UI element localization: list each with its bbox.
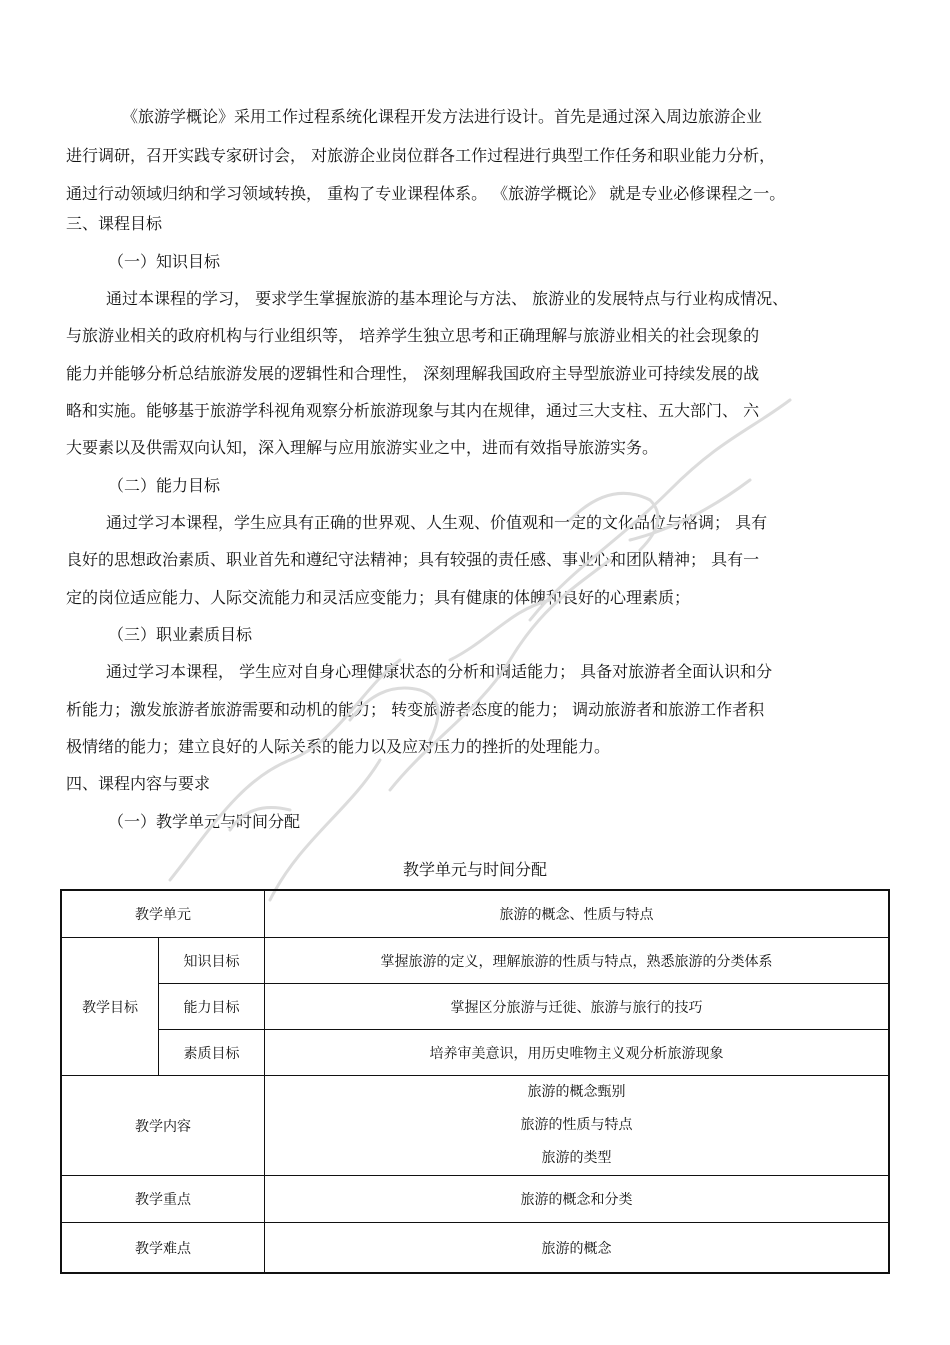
- ability-goal-heading: （二）能力目标: [108, 476, 221, 495]
- unit-allocation-heading: （一）教学单元与时间分配: [108, 812, 301, 831]
- table-row: [61, 1176, 889, 1223]
- intro-line-3: 通过行动领域归纳和学习领域转换， 重构了专业课程体系。 《旅游学概论》 就是专业必修课程之一。: [66, 184, 786, 203]
- table-row: [61, 1223, 889, 1274]
- section-4-heading: 四、课程内容与要求: [66, 774, 211, 793]
- section-3-heading: 三、课程目标: [66, 214, 163, 233]
- goal-type-cell: 能力目标: [159, 984, 265, 1030]
- knowledge-line-3: 能力并能够分析总结旅游发展的逻辑性和合理性， 深刻理解我国政府主导型旅游业可持续发展的战: [66, 364, 760, 383]
- table-row: [61, 938, 889, 984]
- table-row: [61, 890, 889, 938]
- unit-label-cell: 教学单元: [61, 890, 264, 938]
- goal-type-cell: 素质目标: [159, 1030, 265, 1076]
- content-item: 旅游的概念甄别: [527, 1084, 626, 1100]
- key-point-label-cell: 教学重点: [61, 1176, 264, 1223]
- quality-line-2: 析能力；激发旅游者旅游需要和动机的能力； 转变旅游者态度的能力； 调动旅游者和旅游工作者积: [66, 700, 765, 719]
- content-item: 旅游的类型: [541, 1150, 612, 1166]
- knowledge-line-1: 通过本课程的学习， 要求学生掌握旅游的基本理论与方法、 旅游业的发展特点与行业构成情况、: [106, 289, 789, 308]
- difficulty-value-cell: 旅游的概念: [264, 1223, 889, 1274]
- table-title: 教学单元与时间分配: [402, 860, 547, 879]
- goal-type-cell: 知识目标: [159, 938, 265, 984]
- intro-line-2: 进行调研，召开实践专家研讨会， 对旅游企业岗位群各工作过程进行典型工作任务和职业能力分析，: [66, 146, 776, 165]
- quality-line-3: 极情绪的能力；建立良好的人际关系的能力以及应对压力的挫折的处理能力。: [66, 737, 611, 756]
- goal-value-cell: 掌握旅游的定义，理解旅游的性质与特点，熟悉旅游的分类体系: [264, 938, 889, 984]
- ability-line-1: 通过学习本课程，学生应具有正确的世界观、人生观、价值观和一定的文化品位与格调； 具有: [106, 513, 768, 532]
- content-label-cell: 教学内容: [61, 1076, 264, 1176]
- table-row: [61, 984, 889, 1030]
- content-item: 旅游的性质与特点: [520, 1117, 633, 1133]
- unit-value-cell: 旅游的概念、性质与特点: [264, 890, 889, 938]
- content-value-cell: [264, 1076, 889, 1176]
- ability-line-2: 良好的思想政治素质、职业首先和遵纪守法精神；具有较强的责任感、事业心和团队精神； 具有一: [66, 550, 760, 569]
- knowledge-goal-heading: （一）知识目标: [108, 252, 221, 271]
- knowledge-line-4: 略和实施。能够基于旅游学科视角观察分析旅游现象与其内在规律，通过三大支柱、五大部门、 六: [66, 401, 760, 420]
- intro-line-1: 《旅游学概论》采用工作过程系统化课程开发方法进行设计。首先是通过深入周边旅游企业: [122, 107, 763, 126]
- quality-goal-heading: （三）职业素质目标: [108, 625, 253, 644]
- knowledge-line-2: 与旅游业相关的政府机构与行业组织等， 培养学生独立思考和正确理解与旅游业相关的社会现象的: [66, 326, 760, 345]
- quality-line-1: 通过学习本课程， 学生应对自身心理健康状态的分析和调适能力； 具备对旅游者全面认识和分: [106, 662, 773, 681]
- teaching-unit-table: [60, 889, 890, 1274]
- goal-value-cell: 培养审美意识，用历史唯物主义观分析旅游现象: [264, 1030, 889, 1076]
- table-row: [61, 1030, 889, 1076]
- knowledge-line-5: 大要素以及供需双向认知，深入理解与应用旅游实业之中，进而有效指导旅游实务。: [66, 438, 659, 457]
- table-row: [61, 1076, 889, 1176]
- key-point-value-cell: 旅游的概念和分类: [264, 1176, 889, 1223]
- goal-value-cell: 掌握区分旅游与迁徙、旅游与旅行的技巧: [264, 984, 889, 1030]
- ability-line-3: 定的岗位适应能力、人际交流能力和灵活应变能力；具有健康的体魄和良好的心理素质；: [66, 588, 691, 607]
- difficulty-label-cell: 教学难点: [61, 1223, 264, 1274]
- goal-label-cell: 教学目标: [61, 938, 159, 1076]
